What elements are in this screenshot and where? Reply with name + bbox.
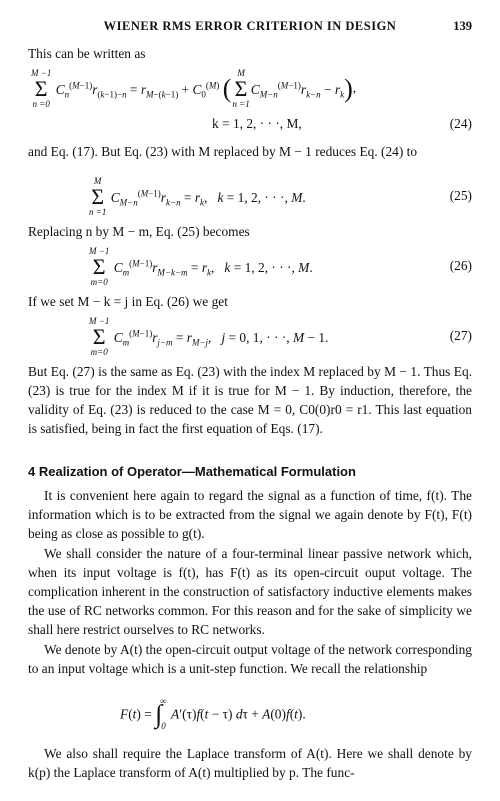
paragraph-intro: This can be written as	[28, 46, 146, 61]
running-header	[28, 17, 472, 35]
equation-24-index: k = 1, 2, · · ·, M,	[212, 116, 302, 131]
paragraph-induction: But Eq. (27) is the same as Eq. (23) with the index M replaced by M − 1. Thus Eq. (23) is true for the index M if it is true for M − 1. By induction, therefore, the validity of Eq. (23) is reduced to the case M = 0, C0(0)r0 = r1. This last equation is satisfied, being in fact the first equation of Eqs. (17).	[28, 364, 472, 436]
running-title: WIENER RMS ERROR CRITERION IN DESIGN	[103, 19, 397, 33]
equation-26-number: (26)	[449, 258, 472, 273]
equation-integral: F(t) = ∫ ∞ 0 A′(τ)f(t − τ) dτ + A(0)f(t).	[120, 696, 306, 731]
section-heading: 4 Realization of Operator—Mathematical Formulation	[28, 464, 356, 479]
equation-27: M −1 Σ m=0 $C_m^{(M-1)}r_{j-m} = r_{M-j}$, j = 0, 1, · · ·, M − 1.	[89, 316, 329, 357]
equation-25-number: (25)	[449, 188, 472, 203]
summation-symbol: M −1 Σ n =0	[31, 68, 52, 109]
paragraph-section-1: It is convenient here again to regard the signal as a function of time, f(t). The information which is to be extracted from the signal we again denote by F(t), F(t) being as close as possible to g(t).	[28, 488, 472, 541]
equation-24-number: (24)	[449, 116, 472, 131]
equation-25: M Σ n =1 $C_{M-n}^{(M-1)}r_{k-n} = r_k$, k = 1, 2, · · ·, M.	[89, 176, 306, 217]
paragraph-ifset: If we set M − k = j in Eq. (26) we get	[28, 294, 228, 309]
paragraph-section-2: We shall consider the nature of a four-terminal linear passive network which, when its input voltage is f(t), has F(t) as its open-circuit ouput voltage. The complication inherent in the construction of satisfactory inductive elements makes the use of RC networks common. For this reason and for the sake of simplicity we shall here restrict ourselves to RC networks.	[28, 546, 472, 637]
paragraph-section-3: We denote by A(t) the open-circuit output voltage of the network corresponding to an input voltage which is a unit-step function. We recall the relationship	[28, 642, 472, 676]
paragraph-section-4: We also shall require the Laplace transform of A(t). Here we shall denote by k(p) the Laplace transform of A(t) multiplied by p. The func-	[28, 746, 472, 780]
equation-26: M −1 Σ m=0 $C_m^{(M-1)}r_{M-k-m} = r_k$, k = 1, 2, · · ·, M.	[89, 246, 313, 287]
paragraph-after-24: and Eq. (17). But Eq. (23) with M replaced by M − 1 reduces Eq. (24) to	[28, 144, 418, 159]
page-number: 139	[453, 19, 472, 33]
equation-24-line1: M −1 Σ n =0 $C_n^{(M-1)}r_{(k-1)-n} = r_{M-(k-1)} + C_0^{(M)}$ ( M Σ n =1 $C_{M-n}^{(M-1)}r_{k-n} - r_k$),	[31, 68, 357, 109]
equation-27-number: (27)	[449, 328, 472, 343]
paragraph-replacing: Replacing n by M − m, Eq. (25) becomes	[28, 224, 250, 239]
